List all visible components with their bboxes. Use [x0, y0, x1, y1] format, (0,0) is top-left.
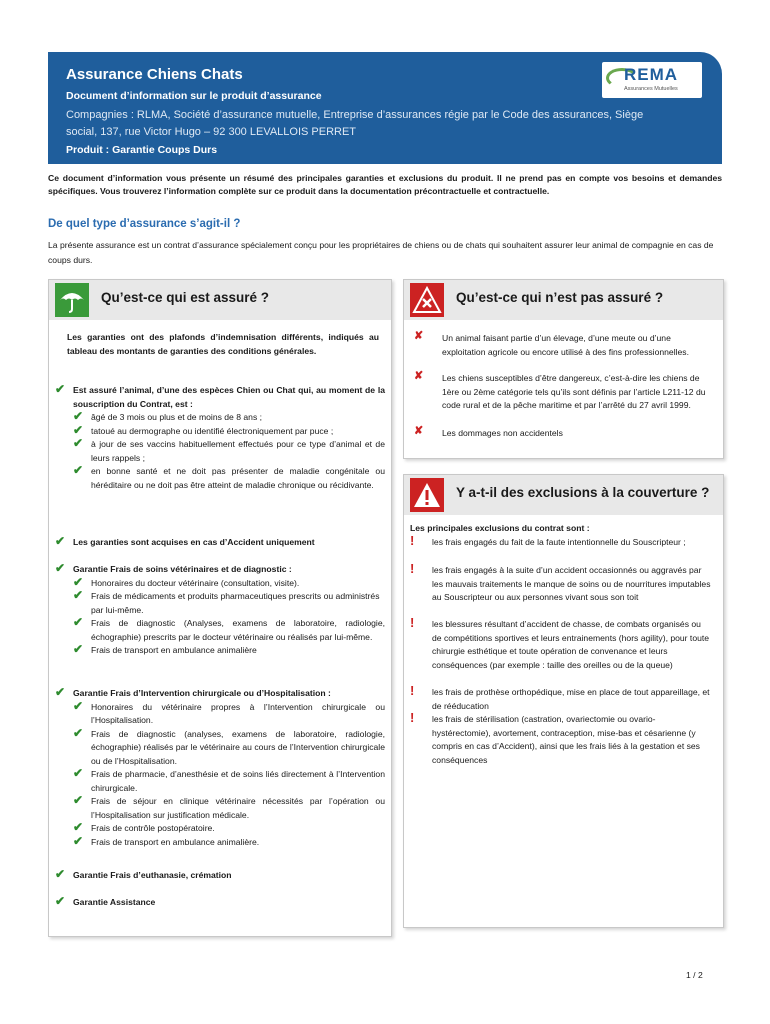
list-item-text: Frais de diagnostic (Analyses, examens de laboratoire, radiologie, échographie) prescrits par le docteur vétérinaire ou réalisés par lui-même. — [91, 618, 385, 642]
section-title: Est assuré l’animal, d’une des espèces Chien ou Chat qui, au moment de la souscription du Contrat, est : — [73, 385, 385, 409]
check-icon: ✔ — [73, 725, 84, 740]
exclamation-icon: ! — [410, 710, 415, 725]
list-item-text: Honoraires du docteur vétérinaire (consultation, visite). — [91, 577, 300, 588]
list-item — [73, 590, 385, 617]
list-item-text: Frais de séjour en clinique vétérinaire nécessités par l’opération ou l’Hospitalisation sur justification médicale. — [91, 796, 385, 820]
page-number: 1 / 2 — [686, 970, 703, 980]
exclusions-intro: Les principales exclusions du contrat sont : — [410, 523, 590, 533]
list-item-text: tatoué au dermographe ou identifié électroniquement par puce ; — [91, 425, 334, 436]
list-item — [73, 438, 385, 465]
list-item — [73, 698, 385, 728]
check-icon: ✔ — [73, 793, 84, 807]
check-icon: ✔ — [73, 574, 84, 589]
list-item-text: les frais engagés à la suite d’un accident occasionnés ou aggravés par les mauvais traitements le manque de soins ou de nourritures imputables au Souscripteur ou aux personnes vivant sous son toit — [432, 565, 711, 602]
list-item-text: Frais de diagnostic (analyses, examens de laboratoire, radiologie, échographie) réalisés par le vétérinaire au cours de l’Intervention chirurgicale ou de l’Hospitalisation. — [91, 728, 385, 766]
list-item — [414, 332, 714, 359]
list-item — [414, 427, 714, 441]
list-item — [73, 795, 385, 822]
assured-section-animal — [55, 384, 385, 492]
check-icon: ✔ — [73, 698, 84, 713]
cross-icon: ✘ — [414, 330, 424, 342]
not-assured-box — [403, 279, 724, 459]
header-product: Produit : Garantie Coups Durs — [66, 144, 218, 156]
check-icon: ✔ — [55, 561, 66, 575]
header-companies: Compagnies : RLMA, Société d’assurance mutuelle, Entreprise d’assurances régie par le Code des assurances, Siège social, 137, rue Victor Hugo – 92 300 LEVALLOIS PERRET — [66, 109, 644, 138]
list-item-text: Frais de transport en ambulance animalière — [91, 645, 257, 655]
check-icon: ✔ — [73, 766, 84, 780]
question-text: La présente assurance est un contrat d’assurance spécialement conçu pour les propriétaires de chiens ou de chats qui souhaitent assurer leur animal de compagnie en cas de coups durs. — [48, 240, 714, 265]
check-icon: ✔ — [73, 463, 84, 477]
assured-box-header — [49, 280, 391, 320]
list-item-text: Les chiens susceptibles d’être dangereux, c’est-à-dire les chiens de 1ère ou 2ème catégorie tels qu’ils sont définis par l’article L211-12 du code rural et de la pêche maritime et par l’arrêté du 27 avril 1999. — [442, 373, 706, 410]
assured-section-assistance — [55, 896, 385, 910]
list-item-text: Frais de médicaments et produits pharmaceutiques prescrits ou administrés par lui-même. — [91, 591, 380, 615]
exclamation-icon: ! — [410, 615, 415, 630]
list-item — [73, 768, 385, 795]
umbrella-icon — [55, 283, 89, 317]
list-item — [73, 574, 385, 591]
exclusions-box — [403, 474, 724, 928]
list-item — [73, 833, 385, 850]
cross-warning-icon — [410, 283, 444, 317]
check-icon: ✔ — [55, 534, 66, 548]
list-item — [410, 533, 716, 550]
assured-title: Qu’est-ce qui est assuré ? — [101, 290, 270, 305]
list-item — [73, 822, 385, 836]
not-assured-box-header — [404, 280, 723, 320]
exclamation-icon: ! — [410, 683, 415, 698]
assured-section-euthanasia — [55, 869, 385, 883]
check-icon: ✔ — [55, 894, 66, 908]
check-icon: ✔ — [73, 409, 84, 423]
list-item-text: les frais engagés du fait de la faute intentionnelle du Souscripteur ; — [432, 537, 686, 547]
cross-icon: ✘ — [414, 370, 424, 382]
exclamation-icon: ! — [410, 533, 415, 548]
section-title: Les garanties sont acquises en cas d’Accident uniquement — [73, 537, 315, 547]
logo-name: REMA — [624, 65, 679, 84]
list-item — [414, 372, 714, 413]
header-title: Assurance Chiens Chats — [66, 66, 243, 83]
intro-text: Ce document d’information vous présente un résumé des principales garanties et exclusions du produit. Il ne prend pas en compte vos besoins et demandes spécifiques. Vous trouverez l’information complète sur ce produit dans la documentation précontractuelle et contractuelle. — [48, 173, 722, 196]
cross-icon: ✘ — [414, 425, 424, 437]
question-title: De quel type d’assurance s’agit-il ? — [48, 218, 241, 230]
section-title: Garantie Assistance — [73, 897, 156, 907]
list-item-text: Frais de pharmacie, d’anesthésie et de soins liés directement à l’Intervention chirurgicale. — [91, 769, 385, 793]
assured-box — [48, 279, 392, 937]
list-item — [410, 615, 716, 672]
list-item-text: Frais de contrôle postopératoire. — [91, 823, 215, 833]
warning-icon — [410, 478, 444, 512]
section-title: Garantie Frais d’Intervention chirurgicale ou d’Hospitalisation : — [73, 688, 331, 698]
list-item-text: les frais de prothèse orthopédique, mise en place de tout appareillage, et de rééducation — [432, 687, 710, 711]
check-icon: ✔ — [73, 422, 84, 437]
assured-section-accident — [55, 536, 385, 550]
list-item — [73, 422, 385, 439]
list-item — [73, 411, 385, 425]
list-item — [410, 561, 716, 605]
document-header — [48, 52, 722, 164]
list-item-text: Frais de transport en ambulance animalière. — [91, 836, 260, 847]
list-item-text: Un animal faisant partie d’un élevage, d’une meute ou d’une exploitation agricole ou encore utilisé à des fins professionnelles. — [442, 333, 689, 357]
check-icon: ✔ — [55, 867, 66, 881]
logo-subtitle: Assurances Mutuelles — [624, 86, 678, 92]
list-item-text: âgé de 3 mois ou plus et de moins de 8 ans ; — [91, 412, 263, 422]
check-icon: ✔ — [73, 833, 84, 848]
check-icon: ✔ — [55, 685, 66, 699]
section-title: Garantie Frais d’euthanasie, crémation — [73, 870, 232, 880]
check-icon: ✔ — [73, 642, 84, 656]
assured-section-vet-care — [55, 563, 385, 658]
list-item-text: les frais de stérilisation (castration, ovariectomie ou ovario-hystérectomie), avortement, contraception, mise-bas et césarienne (y compris en cas d’Accident), ainsi que les frais liés à la gestation et ses conséquences — [432, 714, 700, 765]
assured-intro: Les garanties ont des plafonds d’indemnisation différents, indiqués au tableau des montants de garanties des conditions générales. — [67, 332, 379, 356]
list-item — [410, 710, 716, 767]
check-icon: ✔ — [73, 615, 84, 629]
exclusions-box-header — [404, 475, 723, 515]
list-item — [73, 725, 385, 769]
assured-section-surgery — [55, 687, 385, 849]
rema-logo — [602, 62, 702, 98]
list-item-text: en bonne santé et ne doit pas présenter de maladie congénitale ou héréditaire ou ne doit pas être atteint de maladie chronique ou récidivante. — [91, 466, 385, 490]
list-item — [73, 644, 385, 658]
list-item — [73, 617, 385, 644]
exclamation-icon: ! — [410, 561, 415, 576]
list-item — [410, 683, 716, 713]
list-item-text: à jour de ses vaccins habituellement effectués pour ce type d’animal et de leurs rappels ; — [91, 439, 385, 463]
check-icon: ✔ — [55, 382, 66, 396]
check-icon: ✔ — [73, 588, 84, 602]
check-icon: ✔ — [73, 436, 84, 450]
list-item-text: Honoraires du vétérinaire propres à l’Intervention chirurgicale ou l’Hospitalisation. — [91, 701, 385, 725]
list-item — [73, 465, 385, 492]
header-doc-label: Document d’information sur le produit d’assurance — [66, 90, 322, 102]
not-assured-title: Qu’est-ce qui n’est pas assuré ? — [456, 290, 664, 305]
section-title: Garantie Frais de soins vétérinaires et de diagnostic : — [73, 564, 292, 574]
list-item-text: les blessures résultant d’accident de chasse, de combats organisés ou de compétitions sportives et leurs entrainements (hors agility), pour toute chirurgie esthétique et toute opération de convenance et leurs conséquences (par exemple : taille des oreilles ou de la queue) — [432, 619, 710, 670]
check-icon: ✔ — [73, 820, 84, 834]
list-item-text: Les dommages non accidentels — [442, 428, 563, 438]
exclusions-title: Y a-t-il des exclusions à la couverture ? — [456, 485, 710, 500]
